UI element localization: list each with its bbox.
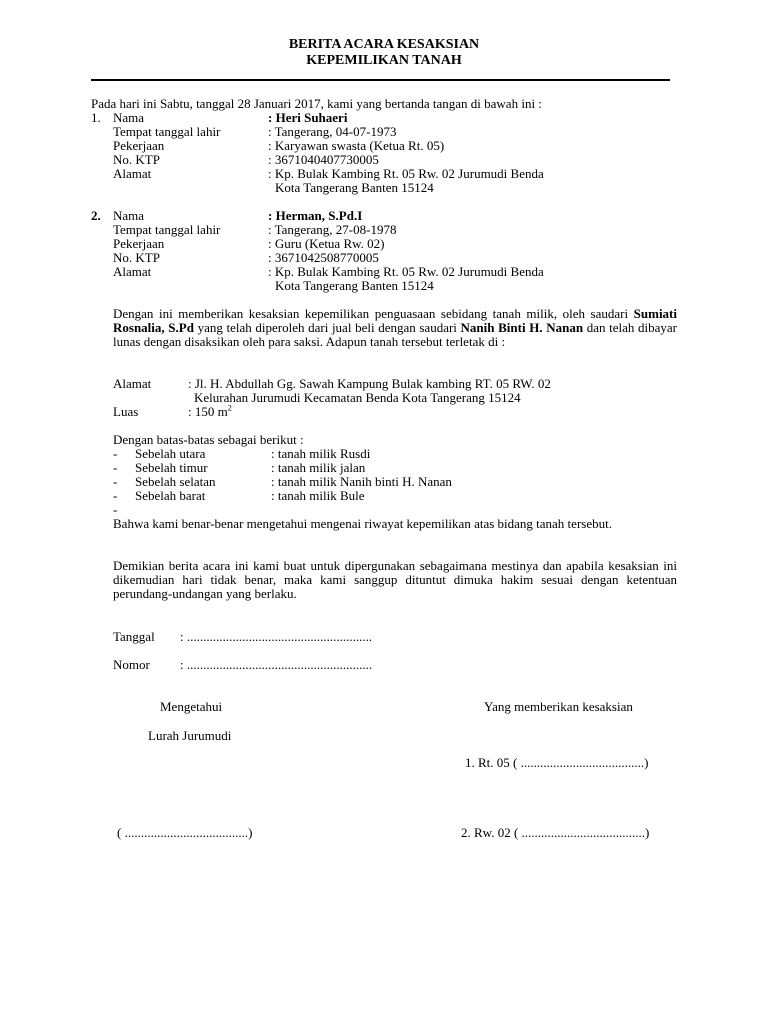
document-title-line1: BERITA ACARA KESAKSIAN xyxy=(288,37,480,52)
witness-1-alamat-label: Alamat xyxy=(113,166,152,181)
boundary-side-north: Sebelah utara xyxy=(135,446,206,461)
witness-1-nama: : Heri Suhaeri xyxy=(268,110,348,125)
witness-2-pekerjaan-label: Pekerjaan xyxy=(113,236,165,251)
witness-2-alamat-label: Alamat xyxy=(113,264,152,279)
boundary-side-south: Sebelah selatan xyxy=(135,474,216,489)
land-luas-unit-sup: 2 xyxy=(227,403,232,413)
witness-1-number: 1. xyxy=(91,110,101,125)
land-luas-label: Luas xyxy=(113,404,139,419)
left-signature-heading: Mengetahui xyxy=(160,699,223,714)
witness-2-ttl-label: Tempat tanggal lahir xyxy=(113,222,221,237)
witness-2-nama-label: Nama xyxy=(113,208,145,223)
witness-1-alamat-line1: : Kp. Bulak Kambing Rt. 05 Rw. 02 Jurumudi Benda xyxy=(268,166,544,181)
land-luas xyxy=(188,405,232,419)
nomor-label: Nomor xyxy=(113,657,150,672)
land-alamat-label: Alamat xyxy=(113,376,152,391)
knowledge-paragraph: Bahwa kami benar-benar mengetahui mengenai riwayat kepemilikan atas bidang tanah tersebut. xyxy=(113,516,612,531)
boundary-dash: - xyxy=(113,446,118,461)
statement-part2: yang telah diperoleh dari jual beli dengan saudari xyxy=(193,320,461,335)
tanggal-field: : ......................................................... xyxy=(180,629,373,644)
right-signature-heading: Yang memberikan kesaksian xyxy=(484,699,633,714)
intro-text: Pada hari ini Sabtu, tanggal 28 Januari 2017, kami yang bertanda tangan di bawah ini : xyxy=(91,96,542,111)
boundary-dash: - xyxy=(113,460,118,475)
witness-2-nama: : Herman, S.Pd.I xyxy=(268,208,363,223)
closing-paragraph: Demikian berita acara ini kami buat untuk dipergunakan sebagaimana mestinya dan apabila kesaksian ini dikemudian hari tidak benar, maka kami sanggup dituntut dimuka hakim sesuai dengan ketentuan perundang-undangan yang berlaku. xyxy=(113,558,677,601)
witness-1-nama-label: Nama xyxy=(113,110,145,125)
boundary-dash: - xyxy=(113,474,118,489)
land-alamat-line2: Kelurahan Jurumudi Kecamatan Benda Kota Tangerang 15124 xyxy=(194,390,521,405)
tanggal-label: Tanggal xyxy=(113,629,155,644)
witness-1-pekerjaan: : Karyawan swasta (Ketua Rt. 05) xyxy=(268,138,445,153)
witness-2-ktp-label: No. KTP xyxy=(113,250,160,265)
witness-1-ktp-label: No. KTP xyxy=(113,152,160,167)
boundaries-heading: Dengan batas-batas sebagai berikut : xyxy=(113,432,304,447)
signature-rt05: 1. Rt. 05 ( ......................................) xyxy=(465,755,649,770)
boundary-value-south: : tanah milik Nanih binti H. Nanan xyxy=(271,474,452,489)
owner-name: Sumiati Rosnalia, S.Pd xyxy=(113,306,677,335)
witness-2-alamat-line2: Kota Tangerang Banten 15124 xyxy=(275,278,434,293)
statement-part1: Dengan ini memberikan kesaksian kepemilikan penguasaan sebidang tanah milik, oleh saudari xyxy=(113,306,634,321)
signature-lurah: ( ......................................) xyxy=(117,825,253,840)
land-alamat-line1: : Jl. H. Abdullah Gg. Sawah Kampung Bulak kambing RT. 05 RW. 02 xyxy=(188,376,551,391)
title-divider xyxy=(91,79,670,81)
boundary-dash: - xyxy=(113,488,118,503)
statement-part3: dan telah dibayar lunas dengan disaksikan oleh para saksi. Adapun tanah tersebut terletak di : xyxy=(113,320,677,349)
witness-1-pekerjaan-label: Pekerjaan xyxy=(113,138,165,153)
boundary-value-west: : tanah milik Bule xyxy=(271,488,365,503)
witness-2-number: 2. xyxy=(91,208,101,223)
witness-2-ttl: : Tangerang, 27-08-1978 xyxy=(268,222,397,237)
witness-1-ttl: : Tangerang, 04-07-1973 xyxy=(268,124,397,139)
nomor-field: : ......................................................... xyxy=(180,657,373,672)
boundary-side-east: Sebelah timur xyxy=(135,460,208,475)
witness-1-alamat-line2: Kota Tangerang Banten 15124 xyxy=(275,180,434,195)
land-luas-value: : 150 m xyxy=(188,404,228,419)
witness-2-ktp: : 3671042508770005 xyxy=(268,250,379,265)
boundary-side-west: Sebelah barat xyxy=(135,488,206,503)
witness-2-pekerjaan: : Guru (Ketua Rw. 02) xyxy=(268,236,385,251)
boundary-trailing-dash: - xyxy=(113,502,118,517)
document-title-line2: KEPEMILIKAN TANAH xyxy=(306,53,462,68)
witness-2-alamat-line1: : Kp. Bulak Kambing Rt. 05 Rw. 02 Jurumudi Benda xyxy=(268,264,544,279)
witness-1-ktp: : 3671040407730005 xyxy=(268,152,379,167)
signature-rw02: 2. Rw. 02 ( ......................................) xyxy=(461,825,650,840)
left-signature-title: Lurah Jurumudi xyxy=(148,728,232,743)
statement-paragraph xyxy=(113,307,677,349)
boundary-value-east: : tanah milik jalan xyxy=(271,460,366,475)
witness-1-ttl-label: Tempat tanggal lahir xyxy=(113,124,221,139)
seller-name: Nanih Binti H. Nanan xyxy=(460,320,584,335)
boundary-value-north: : tanah milik Rusdi xyxy=(271,446,371,461)
